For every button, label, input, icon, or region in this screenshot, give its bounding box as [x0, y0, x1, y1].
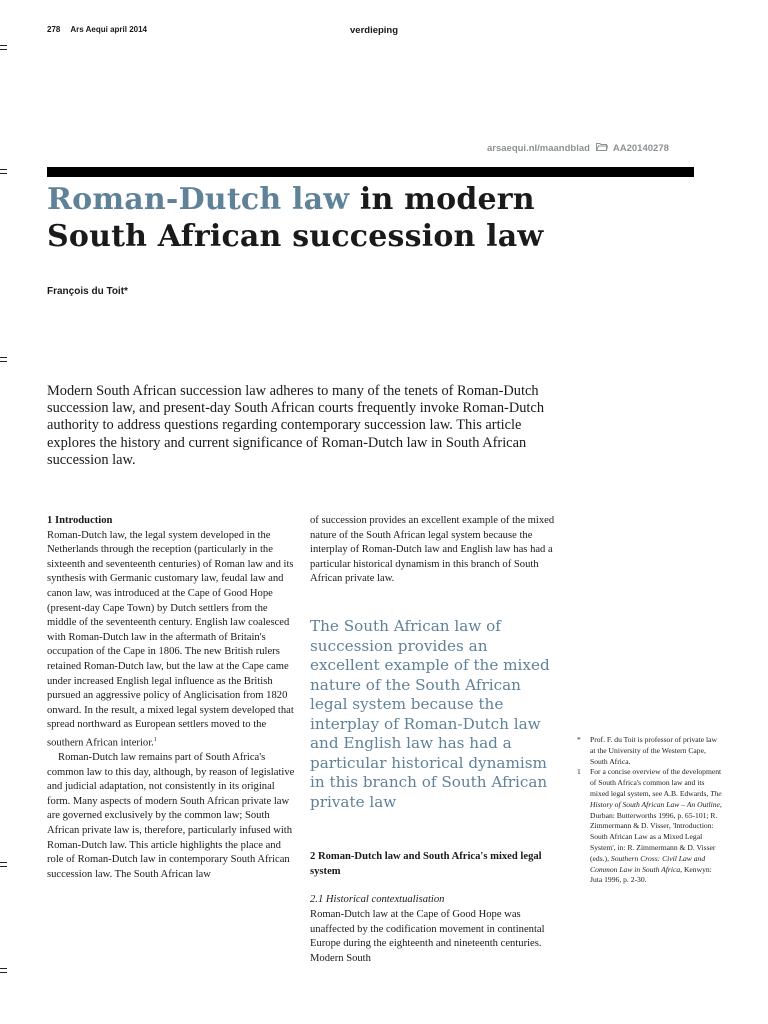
article-code[interactable]: AA20140278 — [612, 143, 669, 154]
subsection-heading: 2.1 Historical contextualisation — [310, 894, 445, 905]
section-heading: 2 Roman-Dutch law and South Africa's mixed legal system — [310, 851, 542, 877]
article-title — [47, 181, 707, 255]
footnote-citation-title: Southern Cross: Civil Law and Common Law in South Africa — [590, 853, 706, 874]
body-column-1 — [47, 514, 297, 882]
footnote-text: , Durban: Butterworths 1996, p. 65-101; R. Zimmermann & D. Visser, 'Introduction: South African Law as a Mixed Legal System', in: R. Zimmermann & D. Visser (eds.), — [590, 799, 722, 863]
online-reference[interactable] — [487, 142, 669, 154]
crop-mark — [0, 357, 7, 362]
footnote-text: Prof. F. du Toit is professor of private law at the University of the Western Cape, South Africa. — [590, 735, 717, 766]
pull-quote: The South African law of succession provides an excellent example of the mixed nature of the South African legal system because the interplay of Roman-Dutch law and English law has had a particular historical dynamism in this branch of South African private law — [310, 617, 550, 811]
footnote-marker: 1 — [577, 767, 581, 777]
paragraph: Roman-Dutch law, the legal system developed in the Netherlands through the reception (particularly in the sixteenth and seventeenth centuries) of Roman law and its synthesis with Germanic customary law, feudal law and canon law, was introduced at the Cape of Good Hope (present-day Cape Town) by Dutch settlers from the middle of the seventeenth century. English law coalesced with Roman-Dutch law in the aftermath of Britain's occupation of the Cape in 1806. The new British rulers retained Roman-Dutch law, but the law at the Cape came under increased English legal influence as the British pursued an aggressive policy of Anglicisation from 1820 onward. In the result, a mixed legal system developed that spread northward as European settlers moved to the southern African interior. — [47, 529, 294, 749]
footnote-marker: * — [577, 735, 581, 744]
title-line-2: South African succession law — [47, 219, 544, 254]
footnote-citation-title: The History of South African Law – An Outline — [590, 788, 722, 809]
journal-url[interactable]: arsaequi.nl/maandblad — [487, 143, 590, 154]
footnote-text: , Kenwyn: Juta 1996, p. 2-30. — [590, 864, 712, 885]
journal-name: Ars Aequi april 2014 — [70, 25, 147, 34]
section-heading: 1 Introduction — [47, 515, 113, 526]
title-rest: in modern — [349, 182, 535, 217]
paragraph: Roman-Dutch law at the Cape of Good Hope was unaffected by the codification movement in continental Europe during the eighteenth and nineteenth centuries. Modern South — [310, 909, 545, 964]
footnote-text: For a concise overview of the development of South Africa's common law and its mixed legal system, see A.B. Edwards, — [590, 767, 722, 798]
abstract: Modern South African succession law adheres to many of the tenets of Roman-Dutch succession law, and present-day South African courts frequently invoke Roman-Dutch authority to address questions regarding contemporary succession law. This article explores the history and current significance of Roman-Dutch law in South African succession law. — [47, 383, 545, 468]
running-header — [47, 25, 157, 34]
crop-mark — [0, 862, 7, 867]
footnote-1 — [577, 767, 722, 886]
paragraph: of succession provides an excellent example of the mixed nature of the South African legal system because the interplay of Roman-Dutch law and English law has had a particular historical dynamism in this branch of South African private law. — [310, 515, 555, 585]
body-column-2 — [310, 514, 560, 587]
crop-mark — [0, 968, 7, 973]
folder-icon — [596, 142, 608, 154]
footnote-ref: 1 — [153, 736, 157, 743]
title-rule — [47, 167, 694, 177]
crop-mark — [0, 45, 7, 50]
crop-mark — [0, 169, 7, 174]
section-label: verdieping — [350, 25, 399, 36]
title-accent: Roman-Dutch law — [47, 182, 350, 217]
footnotes — [577, 735, 722, 886]
paragraph: Roman-Dutch law remains part of South Africa's common law to this day, although, by reason of legislative and judicial adaptation, not consistently in its original form. Many aspects of modern South African private law are governed exclusively by the common law; South African private law is, therefore, particularly infused with Roman-Dutch law. This article highlights the place and role of Roman-Dutch law in contemporary South African succession law. The South African law — [47, 752, 295, 880]
author-name: François du Toit* — [47, 286, 128, 297]
footnote-star — [577, 735, 722, 767]
page-number: 278 — [47, 25, 61, 34]
